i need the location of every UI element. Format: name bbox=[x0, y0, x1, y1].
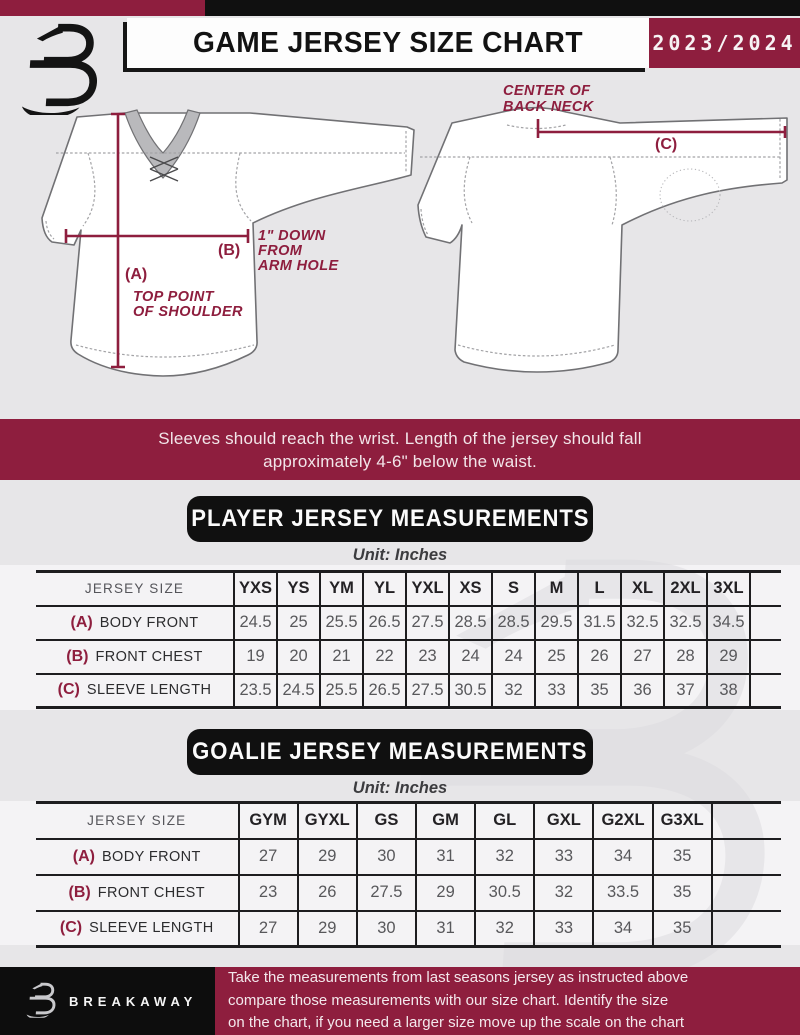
measurement-value: 22 bbox=[363, 640, 406, 674]
size-column-header: GYM bbox=[239, 803, 298, 839]
size-column-header: YM bbox=[320, 572, 363, 606]
size-column-header: M bbox=[535, 572, 578, 606]
label-c: (C) bbox=[655, 136, 678, 153]
measurement-value: 24 bbox=[449, 640, 492, 674]
player-section-header bbox=[187, 496, 593, 542]
size-column-header: 3XL bbox=[707, 572, 750, 606]
measurement-value: 30 bbox=[357, 839, 416, 875]
size-column-header: YXL bbox=[406, 572, 449, 606]
measurement-value: 25.5 bbox=[320, 674, 363, 708]
size-column-header: GS bbox=[357, 803, 416, 839]
measurement-value: 28 bbox=[664, 640, 707, 674]
measurement-value: 25 bbox=[535, 640, 578, 674]
measurement-label-cell bbox=[36, 839, 239, 875]
empty-cell bbox=[750, 572, 781, 606]
measurement-value: 35 bbox=[578, 674, 621, 708]
measurement-value: 30.5 bbox=[449, 674, 492, 708]
season-badge bbox=[649, 18, 800, 68]
measurement-label-cell bbox=[36, 606, 234, 640]
title-banner bbox=[127, 18, 649, 68]
measurement-value: 27 bbox=[239, 839, 298, 875]
measurement-value: 32.5 bbox=[621, 606, 664, 640]
measurement-value: 35 bbox=[653, 875, 712, 911]
measurement-value: 33 bbox=[535, 674, 578, 708]
measurement-value: 32 bbox=[534, 875, 593, 911]
table-row bbox=[36, 911, 781, 947]
measurement-value: 27.5 bbox=[406, 606, 449, 640]
measurement-value: 21 bbox=[320, 640, 363, 674]
measurement-value: 29.5 bbox=[535, 606, 578, 640]
size-column-header: GXL bbox=[534, 803, 593, 839]
fit-note-line-1: Sleeves should reach the wrist. Length of the jersey should fall bbox=[158, 428, 642, 448]
label-b: (B) bbox=[218, 242, 241, 259]
row-key: (C) bbox=[59, 919, 83, 937]
back-jersey-drawing bbox=[418, 83, 787, 372]
measurement-value: 34 bbox=[593, 911, 652, 947]
measurement-value: 31 bbox=[416, 839, 475, 875]
size-column-header: YXS bbox=[234, 572, 277, 606]
goalie-unit-label: Unit: Inches bbox=[352, 779, 448, 797]
footer-note-line-1: Take the measurements from last seasons jersey as instructed above bbox=[228, 969, 689, 987]
measurement-value: 38 bbox=[707, 674, 750, 708]
measurement-value: 35 bbox=[653, 839, 712, 875]
measurement-value: 32 bbox=[492, 674, 535, 708]
row-key: (A) bbox=[72, 847, 95, 865]
measurement-value: 30 bbox=[357, 911, 416, 947]
measurement-value: 32 bbox=[475, 839, 534, 875]
label-a: (A) bbox=[125, 266, 148, 283]
measurement-value: 31 bbox=[416, 911, 475, 947]
size-column-header: YL bbox=[363, 572, 406, 606]
measurement-value: 33.5 bbox=[593, 875, 652, 911]
measurement-value: 28.5 bbox=[492, 606, 535, 640]
goalie-measurements-table bbox=[36, 801, 781, 948]
empty-cell bbox=[712, 803, 781, 839]
measurement-value: 26 bbox=[298, 875, 357, 911]
measurement-value: 23 bbox=[406, 640, 449, 674]
measurement-value: 24.5 bbox=[277, 674, 320, 708]
size-column-header: YS bbox=[277, 572, 320, 606]
measurement-label-cell bbox=[36, 674, 234, 708]
measurement-value: 34 bbox=[593, 839, 652, 875]
row-label: FRONT CHEST bbox=[97, 884, 205, 901]
page-title: GAME JERSEY SIZE CHART bbox=[192, 26, 583, 59]
measurement-value: 37 bbox=[664, 674, 707, 708]
measurement-value: 34.5 bbox=[707, 606, 750, 640]
footer-note-line-3: on the chart, if you need a larger size move up the scale on the chart bbox=[228, 1014, 685, 1032]
empty-cell bbox=[750, 606, 781, 640]
footer-note-line-2: compare those measurements with our size chart. Identify the size bbox=[228, 991, 669, 1009]
goalie-section-header bbox=[187, 729, 593, 775]
empty-cell bbox=[712, 911, 781, 947]
footer-brand-block bbox=[0, 967, 215, 1035]
empty-cell bbox=[712, 839, 781, 875]
size-column-header: GM bbox=[416, 803, 475, 839]
fit-note-line-2: approximately 4-6" below the waist. bbox=[263, 451, 537, 471]
measurement-value: 26.5 bbox=[363, 606, 406, 640]
measurement-value: 23 bbox=[239, 875, 298, 911]
measurement-value: 27.5 bbox=[357, 875, 416, 911]
measurement-value: 27.5 bbox=[406, 674, 449, 708]
footer-instructions bbox=[215, 967, 800, 1035]
size-column-header: G3XL bbox=[653, 803, 712, 839]
row-key: (A) bbox=[70, 613, 93, 631]
measurement-value: 28.5 bbox=[449, 606, 492, 640]
measurement-value: 24.5 bbox=[234, 606, 277, 640]
measurement-value: 32 bbox=[475, 911, 534, 947]
measurement-value: 19 bbox=[234, 640, 277, 674]
measurement-value: 27 bbox=[621, 640, 664, 674]
measurement-value: 32.5 bbox=[664, 606, 707, 640]
label-a-note-2: OF SHOULDER bbox=[133, 304, 243, 320]
measurement-value: 26.5 bbox=[363, 674, 406, 708]
size-column-header: L bbox=[578, 572, 621, 606]
empty-cell bbox=[750, 640, 781, 674]
row-key: (B) bbox=[68, 883, 91, 901]
size-column-header: S bbox=[492, 572, 535, 606]
size-column-header: G2XL bbox=[593, 803, 652, 839]
measurement-value: 29 bbox=[416, 875, 475, 911]
jersey-size-header: JERSEY SIZE bbox=[36, 572, 234, 606]
measurement-value: 24 bbox=[492, 640, 535, 674]
table-header-row bbox=[36, 572, 781, 606]
measurement-value: 26 bbox=[578, 640, 621, 674]
row-label: BODY FRONT bbox=[99, 614, 199, 631]
size-column-header: XL bbox=[621, 572, 664, 606]
measurement-value: 29 bbox=[298, 911, 357, 947]
label-b-note-2: FROM bbox=[258, 243, 303, 259]
player-measurements-table bbox=[36, 570, 781, 709]
measurement-value: 36 bbox=[621, 674, 664, 708]
measurement-value: 33 bbox=[534, 839, 593, 875]
row-label: FRONT CHEST bbox=[95, 648, 203, 665]
measurement-value: 27 bbox=[239, 911, 298, 947]
table-row bbox=[36, 606, 781, 640]
player-section-title: PLAYER JERSEY MEASUREMENTS bbox=[190, 505, 590, 532]
measurement-value: 25 bbox=[277, 606, 320, 640]
empty-cell bbox=[712, 875, 781, 911]
neck-note-1: CENTER OF bbox=[503, 83, 591, 99]
row-key: (B) bbox=[66, 647, 89, 665]
size-column-header: GL bbox=[475, 803, 534, 839]
label-b-note-3: ARM HOLE bbox=[258, 258, 339, 274]
measurement-value: 30.5 bbox=[475, 875, 534, 911]
season-label: 2023/2024 bbox=[652, 31, 797, 55]
label-b-note-1: 1" DOWN bbox=[258, 228, 326, 244]
table-row bbox=[36, 839, 781, 875]
row-label: SLEEVE LENGTH bbox=[89, 920, 214, 937]
measurement-value: 31.5 bbox=[578, 606, 621, 640]
table-header-row bbox=[36, 803, 781, 839]
top-accent-bar-maroon bbox=[0, 0, 205, 16]
measurement-label-cell bbox=[36, 640, 234, 674]
jersey-size-header: JERSEY SIZE bbox=[36, 803, 239, 839]
fit-note-banner bbox=[0, 419, 800, 480]
size-column-header: XS bbox=[449, 572, 492, 606]
measurement-value: 29 bbox=[707, 640, 750, 674]
table-row bbox=[36, 640, 781, 674]
measurement-label-cell bbox=[36, 875, 239, 911]
label-a-note-1: TOP POINT bbox=[133, 289, 214, 305]
empty-cell bbox=[750, 674, 781, 708]
measurement-value: 25.5 bbox=[320, 606, 363, 640]
measurement-value: 29 bbox=[298, 839, 357, 875]
measurement-value: 23.5 bbox=[234, 674, 277, 708]
footer-brand-name: BREAKAWAY bbox=[69, 994, 198, 1009]
measurement-value: 33 bbox=[534, 911, 593, 947]
measurement-value: 35 bbox=[653, 911, 712, 947]
goalie-section-title: GOALIE JERSEY MEASUREMENTS bbox=[192, 738, 588, 765]
size-column-header: 2XL bbox=[664, 572, 707, 606]
table-row bbox=[36, 674, 781, 708]
neck-note-2: BACK NECK bbox=[503, 99, 594, 115]
player-unit-label: Unit: Inches bbox=[352, 546, 448, 564]
size-column-header: GYXL bbox=[298, 803, 357, 839]
measurement-value: 20 bbox=[277, 640, 320, 674]
row-key: (C) bbox=[57, 681, 80, 699]
measurement-label-cell bbox=[36, 911, 239, 947]
row-label: SLEEVE LENGTH bbox=[86, 682, 212, 699]
table-row bbox=[36, 875, 781, 911]
row-label: BODY FRONT bbox=[101, 848, 201, 865]
footer-brand-logo-icon bbox=[26, 981, 59, 1018]
front-jersey-drawing bbox=[42, 110, 414, 376]
jersey-diagrams bbox=[0, 83, 800, 419]
